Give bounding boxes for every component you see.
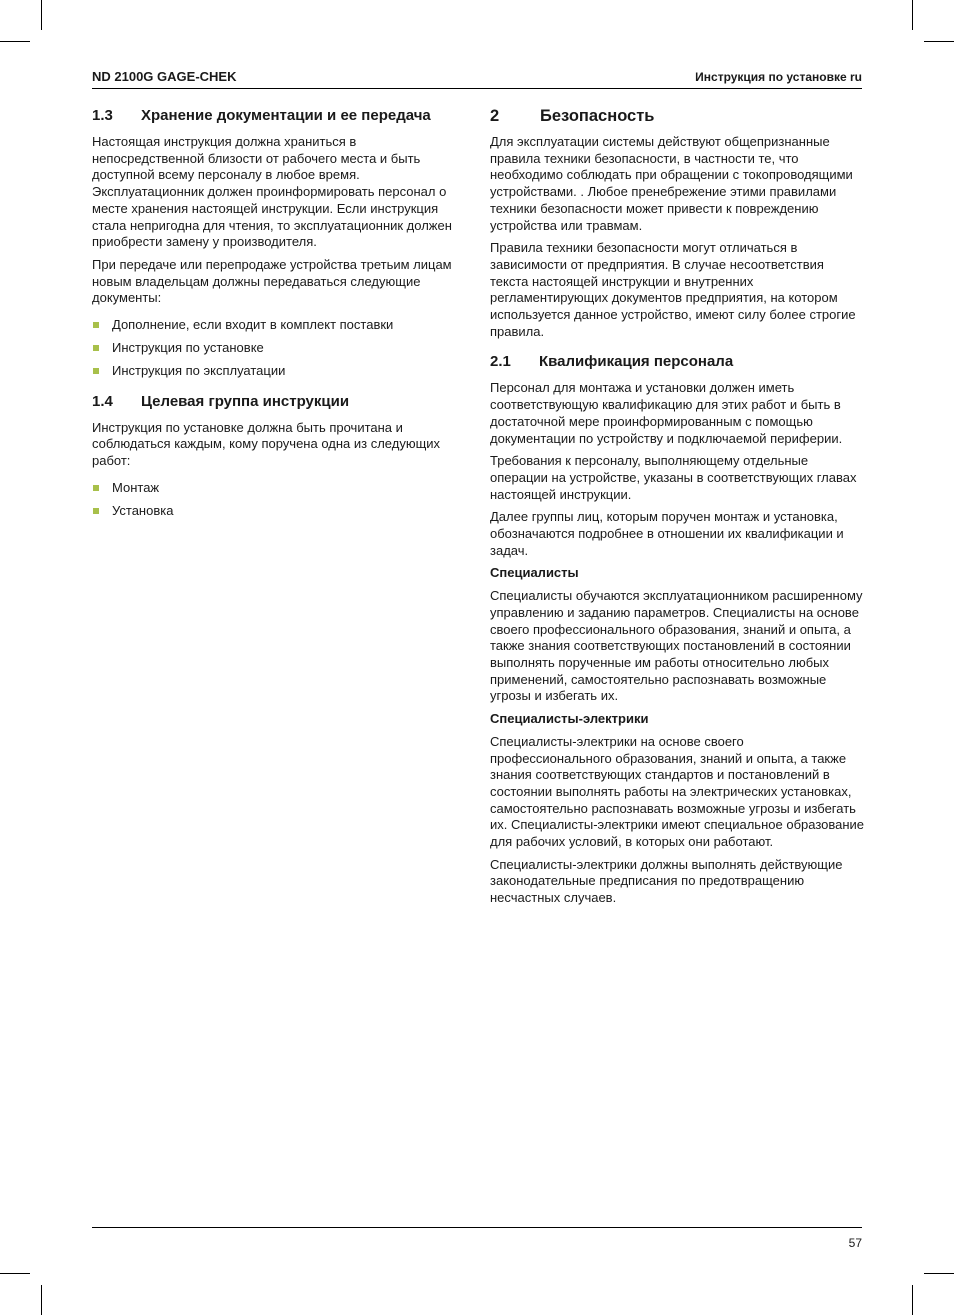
header-product: ND 2100G GAGE-CHEK: [92, 69, 237, 84]
crop-mark: [912, 1285, 913, 1315]
square-bullet-icon: [93, 485, 99, 491]
crop-mark: [924, 41, 954, 42]
square-bullet-icon: [93, 322, 99, 328]
crop-mark: [41, 0, 42, 30]
paragraph: Специалисты обучаются эксплуатационником расширенному управлению и заданию параметров. Специалисты на основе своего профессионального образования, знаний и опыта, а также знания соответствующих постановлений в состоянии выполнять порученные им работы относительно любых применений, самостоятельно распознавать возможные угрозы и избегать их.: [490, 588, 863, 704]
paragraph: При передаче или перепродаже устройства третьим лицам новым владельцам должны передаваться следующие документы:: [92, 256, 452, 306]
section-title: Целевая группа инструкции: [141, 392, 350, 410]
right-column: [490, 104, 865, 913]
square-bullet-icon: [93, 368, 99, 374]
list-item: Инструкция по установке: [92, 340, 467, 357]
section-1-4-heading: [92, 392, 467, 412]
section-number: 1.3: [92, 107, 113, 124]
work-list: [92, 480, 467, 520]
section-number: 1.4: [92, 392, 113, 410]
page-header: [92, 68, 862, 89]
page-number: 57: [848, 1236, 862, 1250]
section-2-1-heading: [490, 352, 865, 372]
crop-mark: [912, 0, 913, 30]
paragraph: Специалисты-электрики должны выполнять действующие законодательные предписания по предотвращению несчастных случаев.: [490, 856, 843, 906]
paragraph: Инструкция по установке должна быть прочитана и соблюдаться каждым, кому поручена одна из следующих работ:: [92, 419, 441, 469]
square-bullet-icon: [93, 345, 99, 351]
section-title: Квалификация персонала: [539, 353, 734, 371]
subheading-specialists: Специалисты: [490, 565, 579, 581]
left-column: [92, 104, 467, 532]
paragraph: Далее группы лиц, которым поручен монтаж и установка, обозначаются подробнее в отношении их квалификации и задач.: [490, 509, 844, 558]
list-item: Монтаж: [92, 480, 467, 497]
footer-divider: [92, 1227, 862, 1228]
paragraph: Настоящая инструкция должна храниться в непосредственной близости от рабочего места и быть доступной всему персоналу в любое время. Эксплуатационник должен проинформировать персонал о месте хранения настоящей инструкции. Если инструкция стала непригодна для чтения, то эксплуатационник должен приобрести замену у производителя.: [92, 134, 452, 250]
paragraph: Специалисты-электрики на основе своего профессионального образования, знаний и опыта, а также знания соответствующих стандартов и постановлений в состоянии выполнять работы на электрических установках, самостоятельно распознавать возможные угрозы и избегать их. Специалисты-электрики имеют специальное образование для рабочих условий, в которых они работают.: [490, 733, 865, 850]
crop-mark: [0, 1273, 30, 1274]
paragraph: Правила техники безопасности могут отличаться в зависимости от предприятия. В случае несоответствия текста настоящей инструкции и внутренних регламентирующих документов предприятия, на котором используется данное устройство, имеют силу более строгие правила.: [490, 240, 856, 339]
header-doc-title: Инструкция по установке ru: [695, 70, 862, 84]
crop-mark: [924, 1273, 954, 1274]
crop-mark: [41, 1285, 42, 1315]
paragraph: Персонал для монтажа и установки должен иметь соответствующую квалификацию для этих работ и быть в достаточной мере проинформированным с помощью документации по устройству и подключаемой периферии.: [490, 380, 843, 446]
subheading-electricians: Специалисты-электрики: [490, 711, 649, 727]
list-item: Инструкция по эксплуатации: [92, 363, 467, 380]
crop-mark: [0, 41, 30, 42]
section-number: 2: [490, 107, 500, 125]
section-title: Хранение документации и ее передача: [141, 107, 431, 124]
section-number: 2.1: [490, 353, 511, 371]
paragraph: Для эксплуатации системы действуют общепризнанные правила техники безопасности, в частности те, что необходимо соблюдать при обращении с токопроводящими устройствами. . Любое пренебрежение этими правилами техники безопасности может привести к повреждению устройства или травмам.: [490, 134, 853, 233]
section-2-heading: [490, 105, 865, 127]
section-title: Безопасность: [540, 107, 655, 125]
list-item: Установка: [92, 503, 467, 520]
list-item: Дополнение, если входит в комплект поставки: [92, 317, 467, 334]
section-1-3-heading: [92, 106, 467, 126]
document-list: [92, 317, 467, 380]
square-bullet-icon: [93, 508, 99, 514]
paragraph: Требования к персоналу, выполняющему отдельные операции на устройстве, указаны в соответствующих главах настоящей инструкции.: [490, 453, 857, 502]
